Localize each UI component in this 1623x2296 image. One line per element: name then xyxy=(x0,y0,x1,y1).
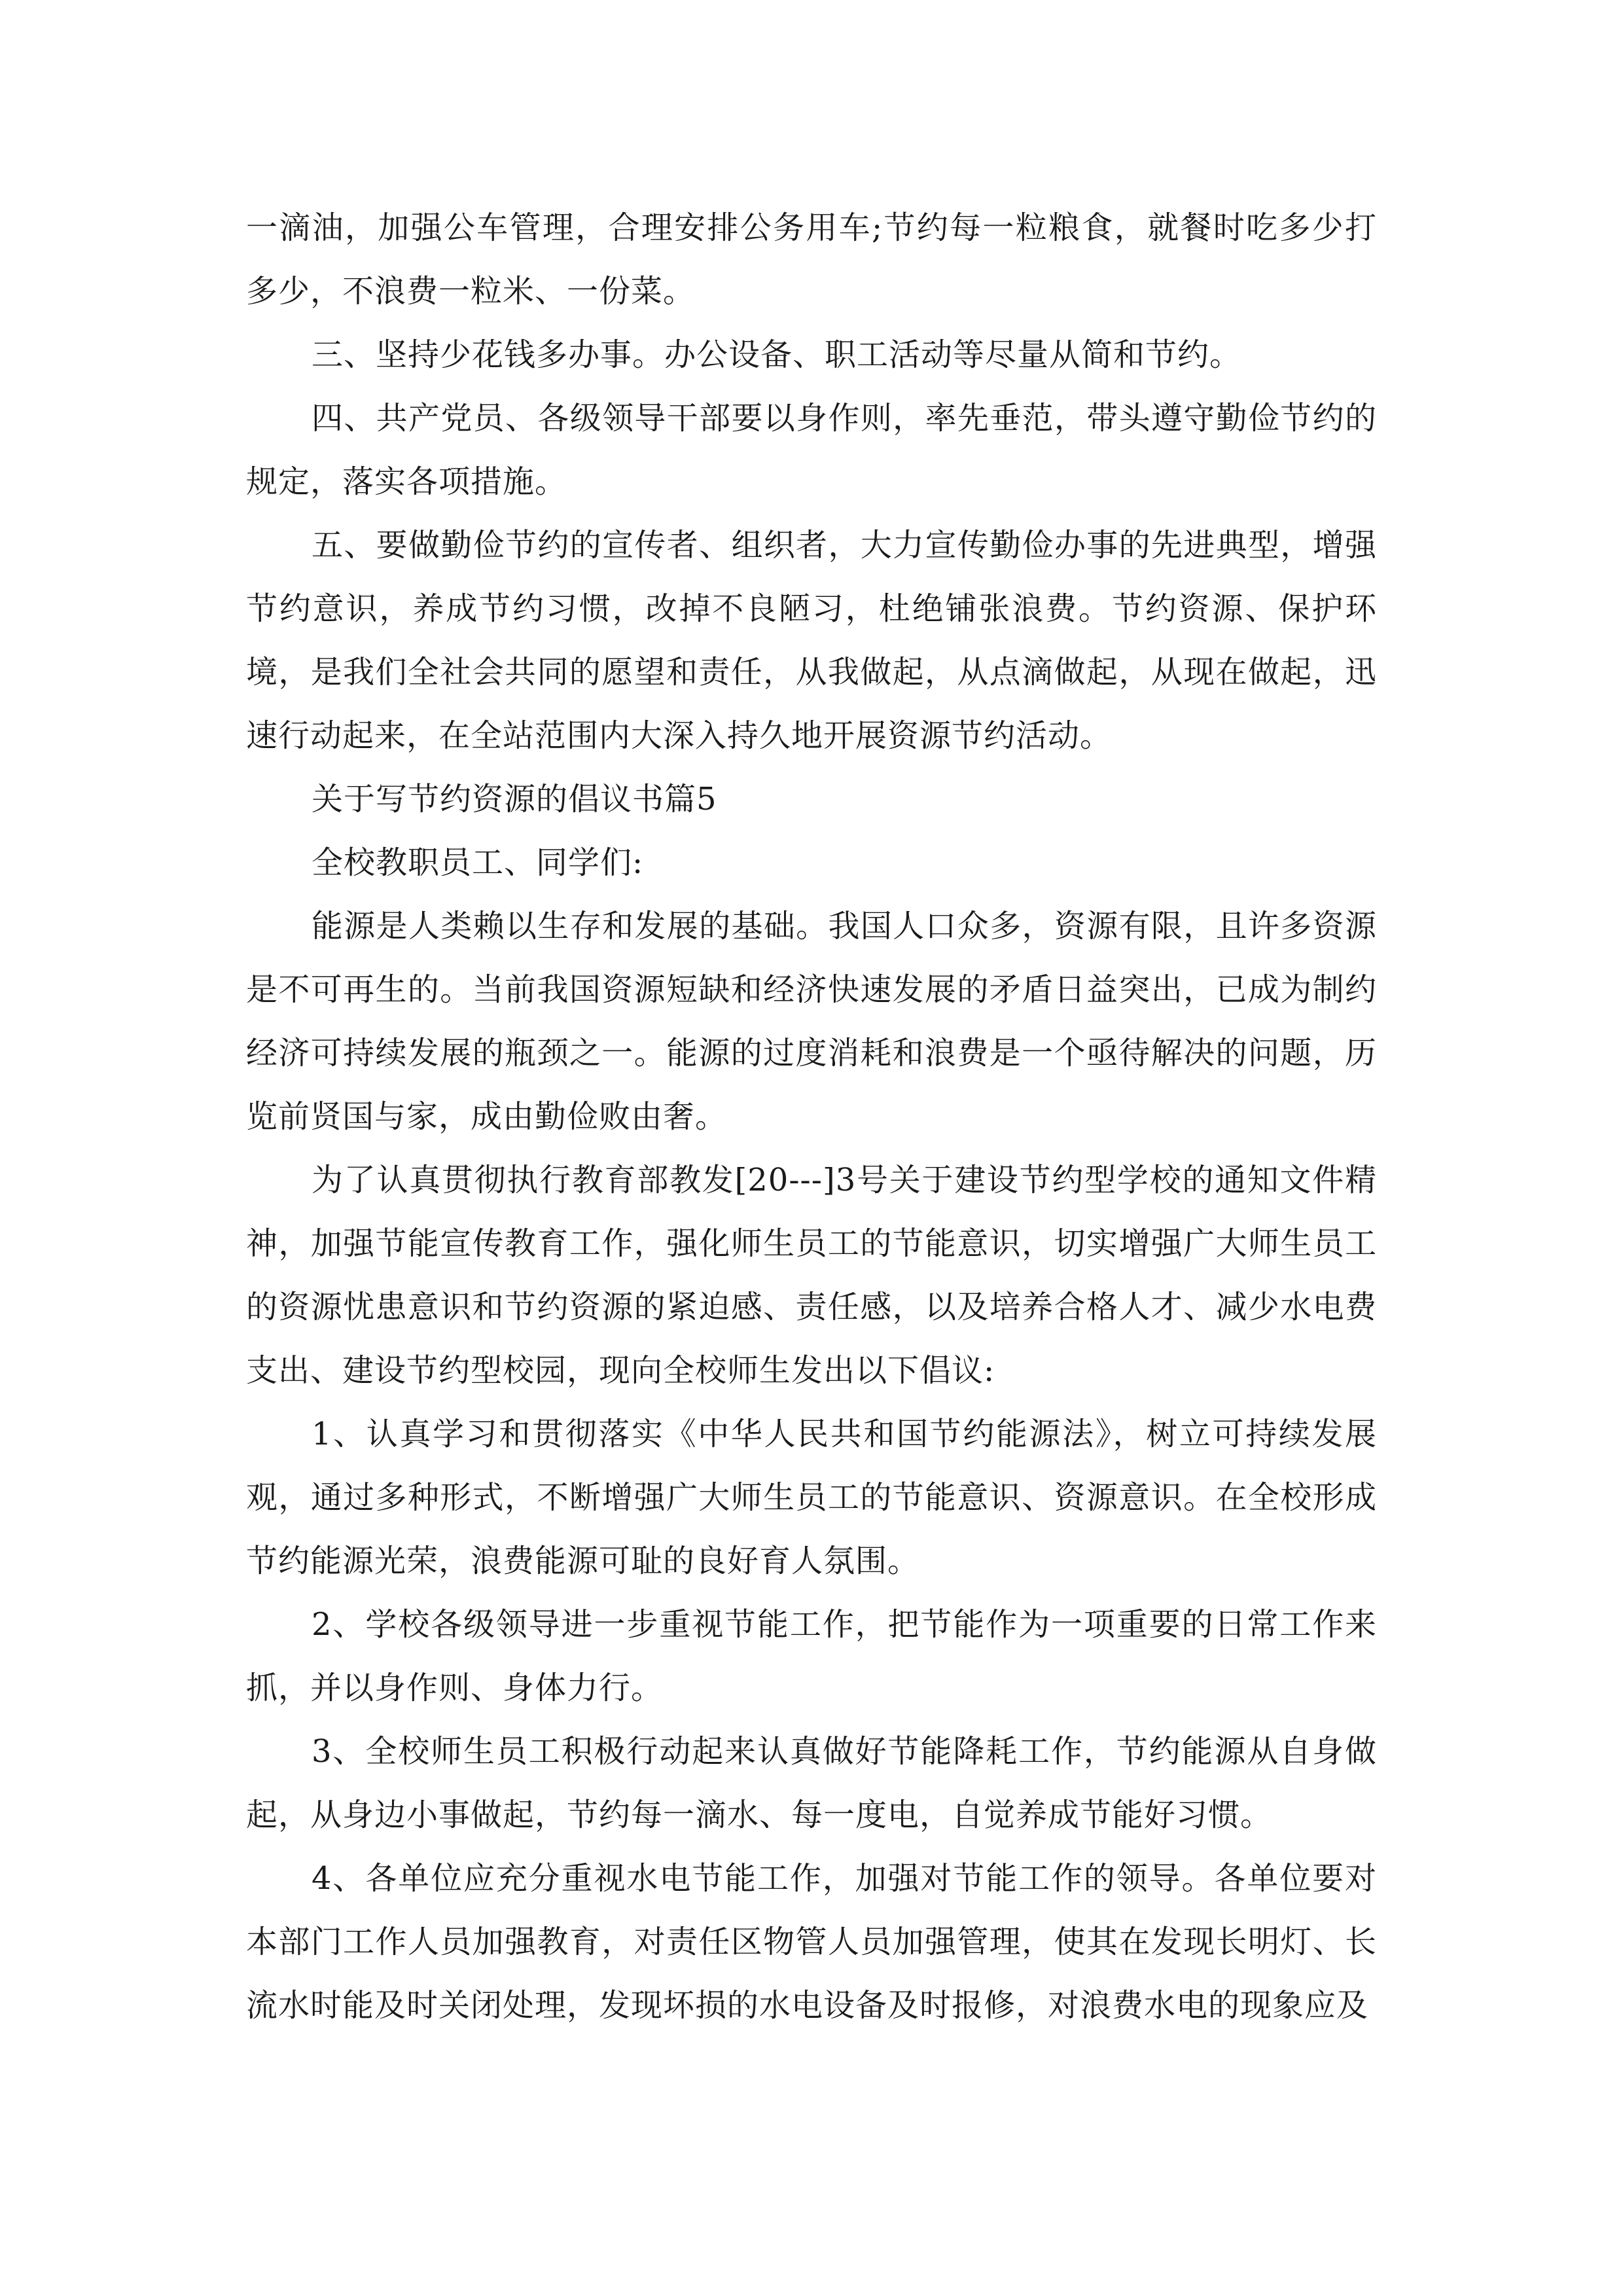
paragraph-7: 能源是人类赖以生存和发展的基础。我国人口众多，资源有限，且许多资源是不可再生的。当前我国资源短缺和经济快速发展的矛盾日益突出，已成为制约经济可持续发展的瓶颈之一。能源的过度消耗和浪费是一个亟待解决的问题，历览前贤国与家，成由勤俭败由奢。 xyxy=(246,908,1377,1135)
section-title: 关于写节约资源的倡议书篇5 xyxy=(312,781,717,817)
paragraph-12: 4、各单位应充分重视水电节能工作，加强对节能工作的领导。各单位要对本部门工作人员加强教育，对责任区物管人员加强管理，使其在发现长明灯、长流水时能及时关闭处理，发现坏损的水电设备及时报修，对浪费水电的现象应及 xyxy=(246,1860,1377,2024)
paragraph-9: 1、认真学习和贯彻落实《中华人民共和国节约能源法》，树立可持续发展观，通过多种形式，不断增强广大师生员工的节能意识、资源意识。在全校形成节约能源光荣，浪费能源可耻的良好育人氛围。 xyxy=(246,1416,1377,1579)
document-body xyxy=(246,196,1377,2037)
paragraph-3: 四、共产党员、各级领导干部要以身作则，率先垂范，带头遵守勤俭节约的规定，落实各项措施。 xyxy=(246,400,1377,500)
paragraph-2: 三、坚持少花钱多办事。办公设备、职工活动等尽量从简和节约。 xyxy=(312,336,1242,373)
paragraph-8: 为了认真贯彻执行教育部教发[20---]3号关于建设节约型学校的通知文件精神，加强节能宣传教育工作，强化师生员工的节能意识，切实增强广大师生员工的资源忧患意识和节约资源的紧迫感、责任感，以及培养合格人才、减少水电费支出、建设节约型校园，现向全校师生发出以下倡议: xyxy=(246,1162,1377,1389)
paragraph-4: 五、要做勤俭节约的宣传者、组织者，大力宣传勤俭办事的先进典型，增强节约意识，养成节约习惯，改掉不良陋习，杜绝铺张浪费。节约资源、保护环境，是我们全社会共同的愿望和责任，从我做起，从点滴做起，从现在做起，迅速行动起来，在全站范围内大深入持久地开展资源节约活动。 xyxy=(246,527,1377,754)
paragraph-1: 一滴油，加强公车管理，合理安排公务用车;节约每一粒粮食，就餐时吃多少打多少，不浪费一粒米、一份菜。 xyxy=(246,209,1377,310)
paragraph-10: 2、学校各级领导进一步重视节能工作，把节能作为一项重要的日常工作来抓，并以身作则、身体力行。 xyxy=(246,1606,1377,1706)
paragraph-11: 3、全校师生员工积极行动起来认真做好节能降耗工作，节约能源从自身做起，从身边小事做起，节约每一滴水、每一度电，自觉养成节能好习惯。 xyxy=(246,1733,1377,1833)
salutation: 全校教职员工、同学们: xyxy=(312,844,644,881)
